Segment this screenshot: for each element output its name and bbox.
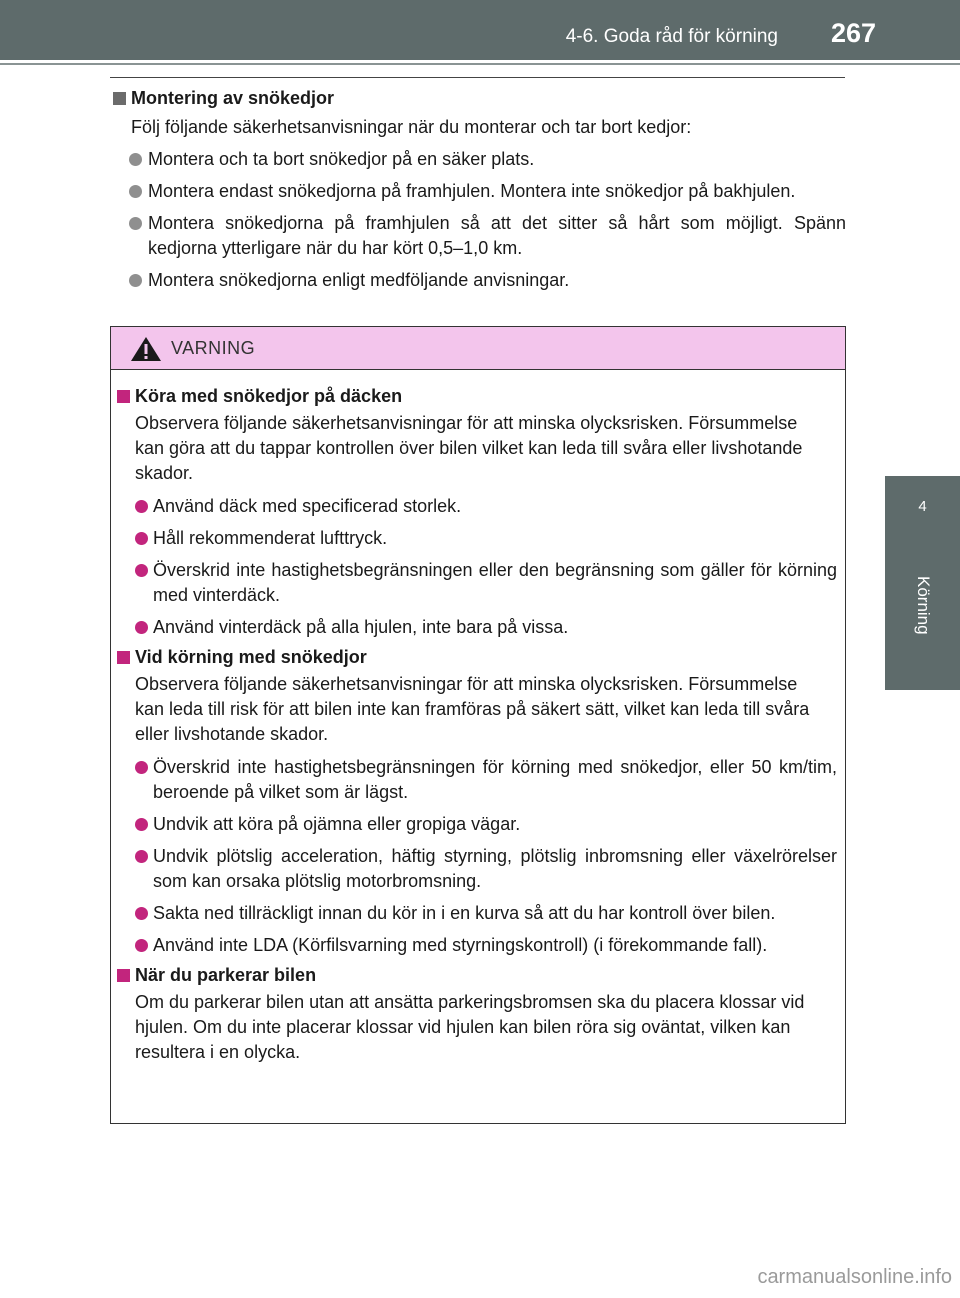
square-bullet-icon <box>113 92 126 105</box>
list-item: Använd inte LDA (Körfilsvarning med styrningskontroll) (i förekommande fall). <box>116 933 837 958</box>
list-item: Använd däck med specificerad storlek. <box>116 494 837 519</box>
list-item: Sakta ned tillräckligt innan du kör in i en kurva så att du har kontroll över bilen. <box>116 901 837 926</box>
list-item: Undvik att köra på ojämna eller gropiga vägar. <box>116 812 837 837</box>
round-bullet-icon <box>135 500 148 513</box>
round-bullet-icon <box>135 761 148 774</box>
chapter-number: 4 <box>918 498 927 515</box>
list-item: Överskrid inte hastighetsbegränsningen för körning med snökedjor, eller 50 km/tim, beroende på vilket som är lägst. <box>116 755 837 805</box>
list-item: Överskrid inte hastighetsbegränsningen eller den begränsning som gäller för körning med vinterdäck. <box>116 558 837 608</box>
intro-heading-text: Montering av snökedjor <box>131 88 335 108</box>
warning-section-text: Observera följande säkerhetsanvisningar för att minska olycksrisken. Försummelse kan göra att du tappar kontrollen över bilen vilket kan leda till svåra eller livshotande skador. <box>135 413 803 483</box>
round-bullet-icon <box>135 850 148 863</box>
round-bullet-icon <box>129 153 142 166</box>
warning-section-text: Observera följande säkerhetsanvisningar för att minska olycksrisken. Försummelse kan leda till risk för att bilen inte kan framföras på säkert sätt, vilket kan leda till svåra eller livshotande skador. <box>135 674 810 744</box>
list-item: Håll rekommenderat lufttryck. <box>116 526 837 551</box>
content-divider <box>110 77 845 78</box>
list-item: Använd vinterdäck på alla hjulen, inte bara på vissa. <box>116 615 837 640</box>
list-item: Undvik plötslig acceleration, häftig styrning, plötslig inbromsning eller växelrörelser som kan orsaka plötslig motorbromsning. <box>116 844 837 894</box>
round-bullet-icon <box>129 185 142 198</box>
round-bullet-icon <box>135 818 148 831</box>
round-bullet-icon <box>135 907 148 920</box>
round-bullet-icon <box>135 564 148 577</box>
chapter-label: Körning <box>914 576 933 635</box>
page-number: 267 <box>830 18 876 48</box>
warning-section-heading: Köra med snökedjor på däcken <box>116 386 837 407</box>
watermark-text: carmanualsonline.info <box>757 1266 952 1288</box>
round-bullet-icon <box>135 939 148 952</box>
square-bullet-icon <box>117 969 130 982</box>
list-item: Montera snökedjorna på framhjulen så att det sitter så hårt som möjligt. Spänn kedjorna ytterligare när du har kört 0,5–1,0 km. <box>110 211 846 261</box>
square-bullet-icon <box>117 651 130 664</box>
warning-box <box>110 326 846 1124</box>
intro-text: Följ följande säkerhetsanvisningar när du monterar och tar bort kedjor: <box>131 117 692 137</box>
warning-section-heading: När du parkerar bilen <box>116 965 837 986</box>
list-item: Montera och ta bort snökedjor på en säker plats. <box>110 147 846 172</box>
warning-header <box>111 327 845 370</box>
round-bullet-icon <box>129 274 142 287</box>
round-bullet-icon <box>135 532 148 545</box>
warning-triangle-icon <box>130 336 162 362</box>
warning-title: VARNING <box>171 338 256 358</box>
section-title: 4-6. Goda råd för körning <box>565 26 778 47</box>
intro-section <box>110 88 846 300</box>
list-item: Montera snökedjorna enligt medföljande anvisningar. <box>110 268 846 293</box>
warning-body <box>111 370 845 1065</box>
warning-section-heading: Vid körning med snökedjor <box>116 647 837 668</box>
square-bullet-icon <box>117 390 130 403</box>
chapter-tab <box>885 476 960 690</box>
header-divider <box>0 63 960 65</box>
round-bullet-icon <box>135 621 148 634</box>
list-item: Montera endast snökedjorna på framhjulen. Montera inte snökedjor på bakhjulen. <box>110 179 846 204</box>
warning-section-text: Om du parkerar bilen utan att ansätta parkeringsbromsen ska du placera klossar vid hjulen. Om du inte placerar klossar vid hjulen kan bilen röra sig oväntat, vilken kan resultera i en olycka. <box>135 992 805 1062</box>
intro-heading <box>110 88 846 109</box>
round-bullet-icon <box>129 217 142 230</box>
header-band <box>0 0 960 60</box>
